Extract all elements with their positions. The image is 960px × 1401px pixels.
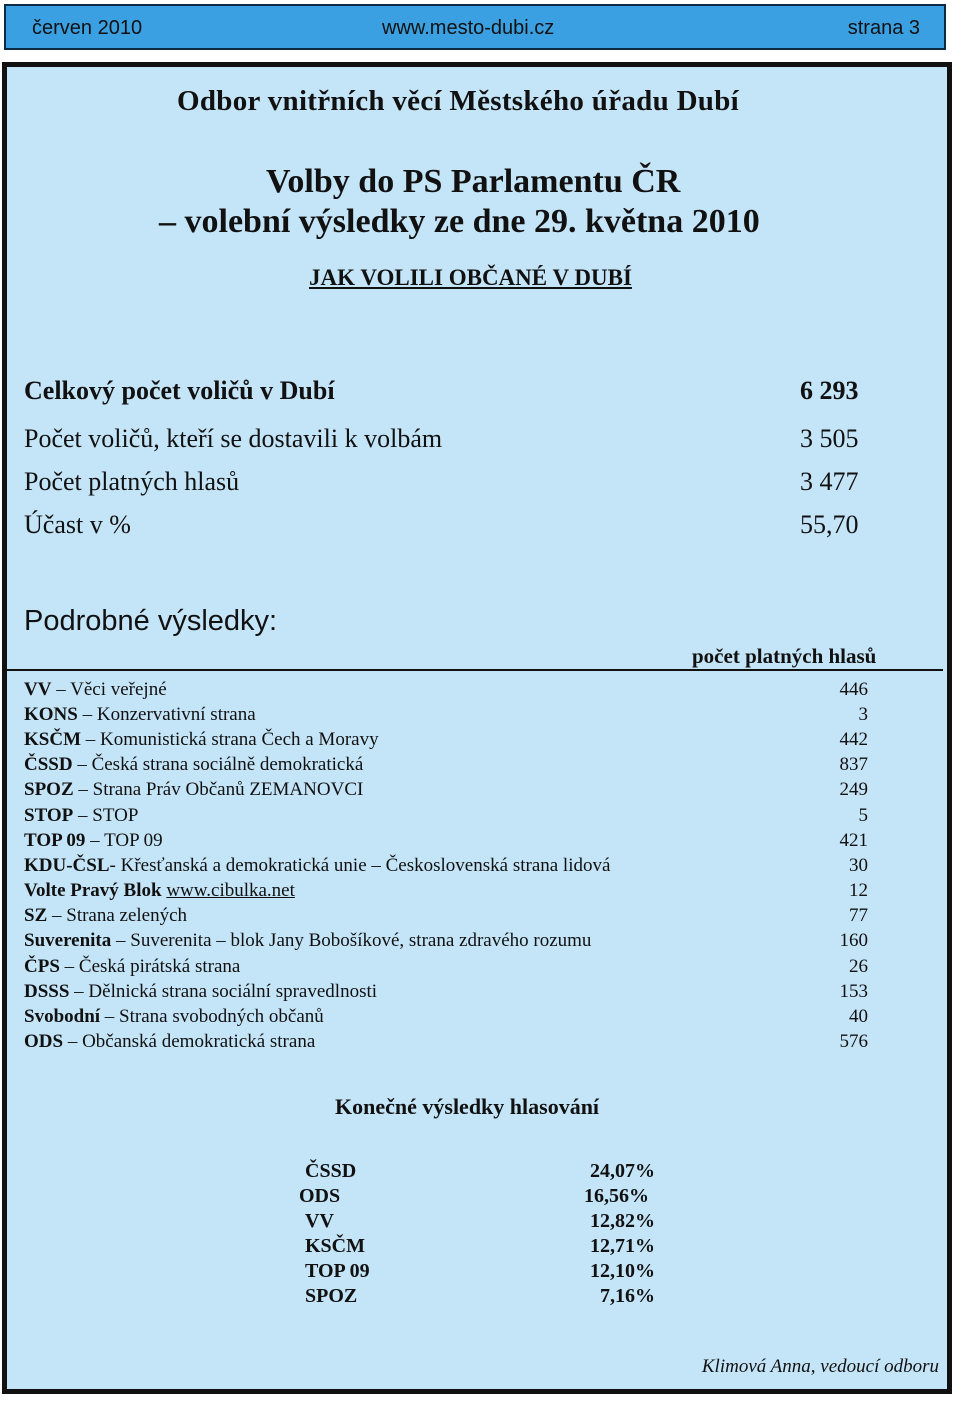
summary-row-turnout-count [24,424,864,458]
party-votes: 837 [839,754,868,775]
party-abbr: Svobodní [24,1006,101,1027]
final-row [305,1285,685,1309]
party-row [24,830,924,854]
party-votes: 421 [839,830,868,851]
page-number: strana 3 [847,17,920,39]
party-name: – Občanská demokratická strana [63,1031,316,1052]
party-name: – TOP 09 [85,830,163,851]
party-abbr: DSSS [24,981,70,1002]
final-percent: 24,07% [590,1160,655,1182]
votes-column-header: počet platných hlasů [692,644,877,668]
party-votes: 160 [839,930,868,951]
party-name: – Konzervativní strana [77,704,256,725]
party-name: – Česká pirátská strana [59,956,241,977]
party-row [24,754,924,778]
final-row [305,1160,685,1184]
summary-value: 3 505 [800,424,859,453]
party-website-link[interactable]: www.cibulka.net [166,880,295,901]
party-name: – Věci veřejné [51,679,167,700]
final-percent: 12,10% [590,1260,655,1282]
final-party: SPOZ [305,1285,358,1307]
party-name: - Křesťanská a demokratická unie – Československá strana lidová [109,855,611,876]
title-line-2: – volební výsledky ze dne 29. května 2010 [159,203,760,240]
party-votes: 40 [849,1006,868,1027]
summary-row-total-voters [24,376,864,410]
party-abbr: Suverenita [24,930,112,951]
party-votes: 153 [839,981,868,1002]
website-link[interactable]: www.mesto-dubi.cz [382,17,555,39]
party-name: – Strana svobodných občanů [100,1006,324,1027]
summary-row-turnout-percent [24,510,864,544]
summary-value: 6 293 [800,376,859,405]
summary-value: 55,70 [800,510,859,539]
party-abbr: Volte Pravý Blok [24,880,162,901]
final-row [305,1260,685,1284]
party-abbr: SPOZ [24,779,74,800]
summary-label: Účast v % [24,510,131,539]
summary-row-valid-votes [24,467,864,501]
party-name: – Dělnická strana sociální spravedlnosti [69,981,378,1002]
final-party: ODS [299,1185,341,1207]
party-votes: 3 [858,704,868,725]
page-header-bar [4,4,946,50]
party-row [24,855,924,879]
party-abbr: KDU-ČSL [24,855,110,876]
final-percent: 12,71% [590,1235,655,1257]
summary-label: Celkový počet voličů v Dubí [24,376,335,405]
results-panel [2,62,952,1394]
party-name: – STOP [73,805,139,826]
party-abbr: STOP [24,805,74,826]
party-votes: 5 [858,805,868,826]
party-row [24,779,924,803]
party-name: – Strana zelených [47,905,188,926]
party-votes: 26 [849,956,868,977]
title-line-1: Volby do PS Parlamentu ČR [266,163,681,200]
party-votes: 30 [849,855,868,876]
final-row [299,1185,679,1209]
final-percent: 16,56% [584,1185,649,1207]
party-name: – Česká strana sociálně demokratická [72,754,364,775]
party-abbr: ČSSD [24,754,73,775]
divider [7,669,943,671]
party-abbr: ČPS [24,956,60,977]
issue-date: červen 2010 [32,17,143,39]
party-votes: 249 [839,779,868,800]
final-row [305,1235,685,1259]
department-heading: Odbor vnitřních věcí Městského úřadu Dubí [177,85,740,117]
subtitle: JAK VOLILI OBČANÉ V DUBÍ [309,265,632,290]
signature: Klimová Anna, vedoucí odboru [701,1356,939,1377]
summary-value: 3 477 [800,467,859,496]
summary-label: Počet voličů, kteří se dostavili k volbám [24,424,443,453]
party-row [24,905,924,929]
final-party: KSČM [305,1235,365,1257]
details-heading: Podrobné výsledky: [24,605,278,637]
party-row [24,704,924,728]
party-name: – Strana Práv Občanů ZEMANOVCI [73,779,364,800]
party-name: – Komunistická strana Čech a Moravy [81,729,379,750]
party-name: – Suverenita – blok Jany Bobošíkové, strana zdravého rozumu [111,930,592,951]
party-row [24,679,924,703]
party-row [24,930,924,954]
party-abbr: KONS [24,704,78,725]
final-results-heading: Konečné výsledky hlasování [335,1094,600,1119]
final-party: TOP 09 [305,1260,370,1282]
final-party: VV [305,1210,334,1232]
final-percent: 12,82% [590,1210,655,1232]
final-percent: 7,16% [600,1285,655,1307]
party-row [24,729,924,753]
party-row [24,956,924,980]
party-abbr: SZ [24,905,48,926]
party-abbr: TOP 09 [24,830,86,851]
party-votes: 576 [839,1031,868,1052]
party-votes: 77 [849,905,868,926]
party-abbr: VV [24,679,52,700]
party-row [24,1031,924,1055]
party-row [24,1006,924,1030]
final-row [305,1210,685,1234]
party-votes: 442 [839,729,868,750]
party-row [24,805,924,829]
party-votes: 446 [839,679,868,700]
party-votes: 12 [849,880,868,901]
party-abbr: ODS [24,1031,64,1052]
final-party: ČSSD [305,1160,357,1182]
party-row [24,880,924,904]
summary-label: Počet platných hlasů [24,467,240,496]
party-row [24,981,924,1005]
party-abbr: KSČM [24,729,81,750]
